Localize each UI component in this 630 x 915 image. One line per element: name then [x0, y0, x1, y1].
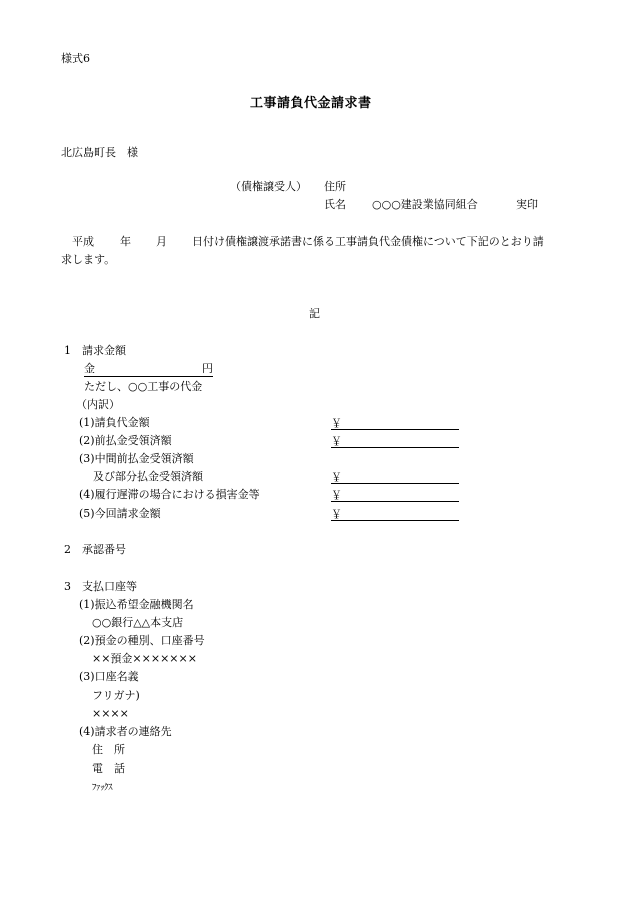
breakdown-item-2: (2)前払金受領済額: [79, 434, 172, 447]
yen-line-5: [331, 506, 459, 521]
yen-line-2: [331, 433, 459, 448]
section3-heading: 3 支払口座等: [64, 580, 137, 593]
addressee: 北広島町長 様: [61, 146, 138, 159]
yen-mark: ￥: [331, 435, 342, 448]
holder-label: (3)口座名義: [79, 670, 139, 683]
bank-label: (1)振込希望金融機関名: [79, 598, 194, 611]
breakdown-item-5: (5)今回請求金額: [79, 507, 161, 520]
amount-note: ただし、○○工事の代金: [84, 380, 203, 393]
breakdown-item-3: (3)中間前払金受領済額: [79, 452, 194, 465]
kin-label: 金: [84, 362, 95, 375]
sender-address-label: 住所: [324, 180, 346, 193]
yen-mark: ￥: [331, 508, 342, 521]
furigana-label: フリガナ): [92, 689, 140, 702]
yen-line-4: [331, 487, 459, 502]
intro-month: 月: [156, 235, 167, 248]
yen-mark: ￥: [331, 471, 342, 484]
contact-address: 住 所: [92, 743, 125, 756]
contact-fax: ﾌｧｯｸｽ: [92, 783, 113, 793]
sender-name-label: 氏名: [324, 198, 346, 211]
breakdown-item-1: (1)請負代金額: [79, 416, 150, 429]
seal-label: 実印: [516, 198, 538, 211]
breakdown-label: （内訳）: [76, 398, 120, 411]
contact-label: (4)請求者の連絡先: [79, 725, 172, 738]
sender-name-value: ○○○建設業協同組合: [372, 198, 478, 211]
yen-mark: ￥: [331, 417, 342, 430]
bank-value: ○○銀行△△本支店: [92, 616, 184, 629]
account-label: (2)預金の種別、口座番号: [79, 634, 205, 647]
intro-text-line1: 日付け債権譲渡承諾書に係る工事請負代金債権について下記のとおり請: [192, 235, 544, 248]
yen-line-1: [331, 415, 459, 430]
breakdown-item-4: (4)履行遅滞の場合における損害金等: [79, 488, 260, 501]
ki-mark: 記: [309, 307, 320, 320]
intro-era: 平成: [72, 235, 94, 248]
contact-phone: 電 話: [92, 762, 125, 775]
sender-role: （債権譲受人）: [230, 180, 307, 193]
holder-value: ××××: [92, 707, 129, 720]
form-number: 様式6: [61, 52, 90, 65]
yen-line-3: [331, 469, 459, 484]
intro-year: 年: [120, 235, 131, 248]
yen-mark: ￥: [331, 489, 342, 502]
account-value: ××預金×××××××: [92, 652, 197, 665]
section1-heading: 1 請求金額: [64, 344, 126, 357]
yen-unit-label: 円: [202, 362, 213, 375]
breakdown-item-3b: 及び部分払金受領済額: [93, 470, 203, 483]
document-title: 工事請負代金請求書: [250, 96, 372, 111]
section2-heading: 2 承認番号: [64, 543, 126, 556]
intro-text-line2: 求します。: [61, 253, 116, 266]
amount-line: [84, 362, 213, 377]
